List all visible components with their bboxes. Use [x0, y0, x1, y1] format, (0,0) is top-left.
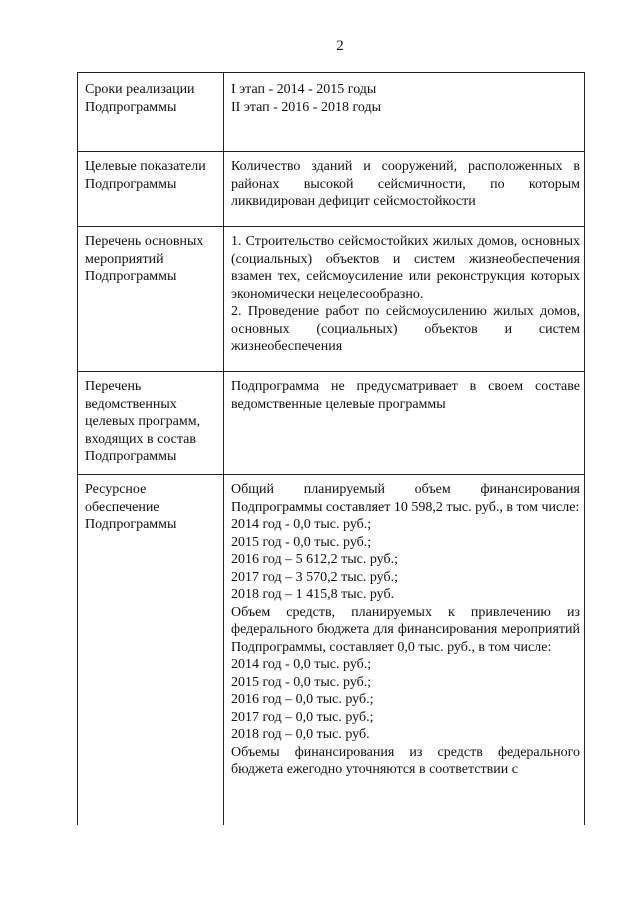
table-row-targets	[78, 152, 585, 227]
funding-closing: Объемы финансирования из средств федерального бюджета ежегодно уточняются в соответствии с	[231, 744, 580, 777]
passport-table	[77, 72, 585, 825]
row-value	[224, 227, 585, 372]
row-value	[224, 73, 585, 152]
table-row-programs	[78, 372, 585, 475]
federal-year: 2018 год – 0,0 тыс. руб.	[231, 727, 370, 742]
federal-year: 2014 год - 0,0 тыс. руб.;	[231, 657, 372, 672]
stage-1: I этап - 2014 - 2015 годы	[231, 82, 377, 97]
table-row-activities	[78, 227, 585, 372]
row-value	[224, 152, 585, 227]
stage-2: II этап - 2016 - 2018 годы	[231, 99, 381, 115]
federal-year: 2016 год – 0,0 тыс. руб.;	[231, 692, 374, 707]
row-label: Перечень основных мероприятий Подпрограммы	[78, 227, 224, 372]
row-label: Целевые показатели Подпрограммы	[78, 152, 224, 227]
funding-year: 2016 год – 5 612,2 тыс. руб.;	[231, 552, 398, 567]
targets-text: Количество зданий и сооружений, расположенных в районах высокой сейсмичности, по которым ликвидирован дефицит сейсмостойкости	[231, 159, 580, 209]
row-value	[224, 475, 585, 826]
row-label: Ресурсное обеспечение Подпрограммы	[78, 475, 224, 826]
funding-year: 2017 год – 3 570,2 тыс. руб.;	[231, 569, 398, 585]
table-row-funding	[78, 475, 585, 826]
table-row-timeline	[78, 73, 585, 152]
funding-intro: Общий планируемый объем финансирования Подпрограммы составляет 10 598,2 тыс. руб., в том числе:	[231, 482, 580, 515]
row-value	[224, 372, 585, 475]
funding-year: 2015 год - 0,0 тыс. руб.;	[231, 534, 372, 550]
federal-intro: Объем средств, планируемых к привлечению из федерального бюджета для финансирования мероприятий Подпрограммы, составляет 0,0 тыс. руб., в том числе:	[231, 604, 580, 655]
activity-item: 2. Проведение работ по сейсмоусилению жилых домов, основных (социальных) объектов и систем жизнеобеспечения	[231, 304, 580, 354]
programs-text: Подпрограмма не предусматривает в своем составе ведомственные целевые программы	[231, 379, 580, 412]
funding-year: 2018 год – 1 415,8 тыс. руб.	[231, 587, 395, 602]
page-number: 2	[336, 38, 344, 54]
row-label: Сроки реализации Подпрограммы	[78, 73, 224, 152]
activity-item: 1. Строительство сейсмостойких жилых домов, основных (социальных) объектов и систем жизнеобеспечения взамен тех, сейсмоусиление или реконструкция которых экономически нецелесообразно.	[231, 234, 580, 302]
federal-year: 2017 год – 0,0 тыс. руб.;	[231, 709, 374, 725]
row-label: Перечень ведомственных целевых программ, входящих в состав Подпрограммы	[78, 372, 224, 475]
funding-year: 2014 год - 0,0 тыс. руб.;	[231, 517, 372, 532]
federal-year: 2015 год - 0,0 тыс. руб.;	[231, 674, 372, 690]
